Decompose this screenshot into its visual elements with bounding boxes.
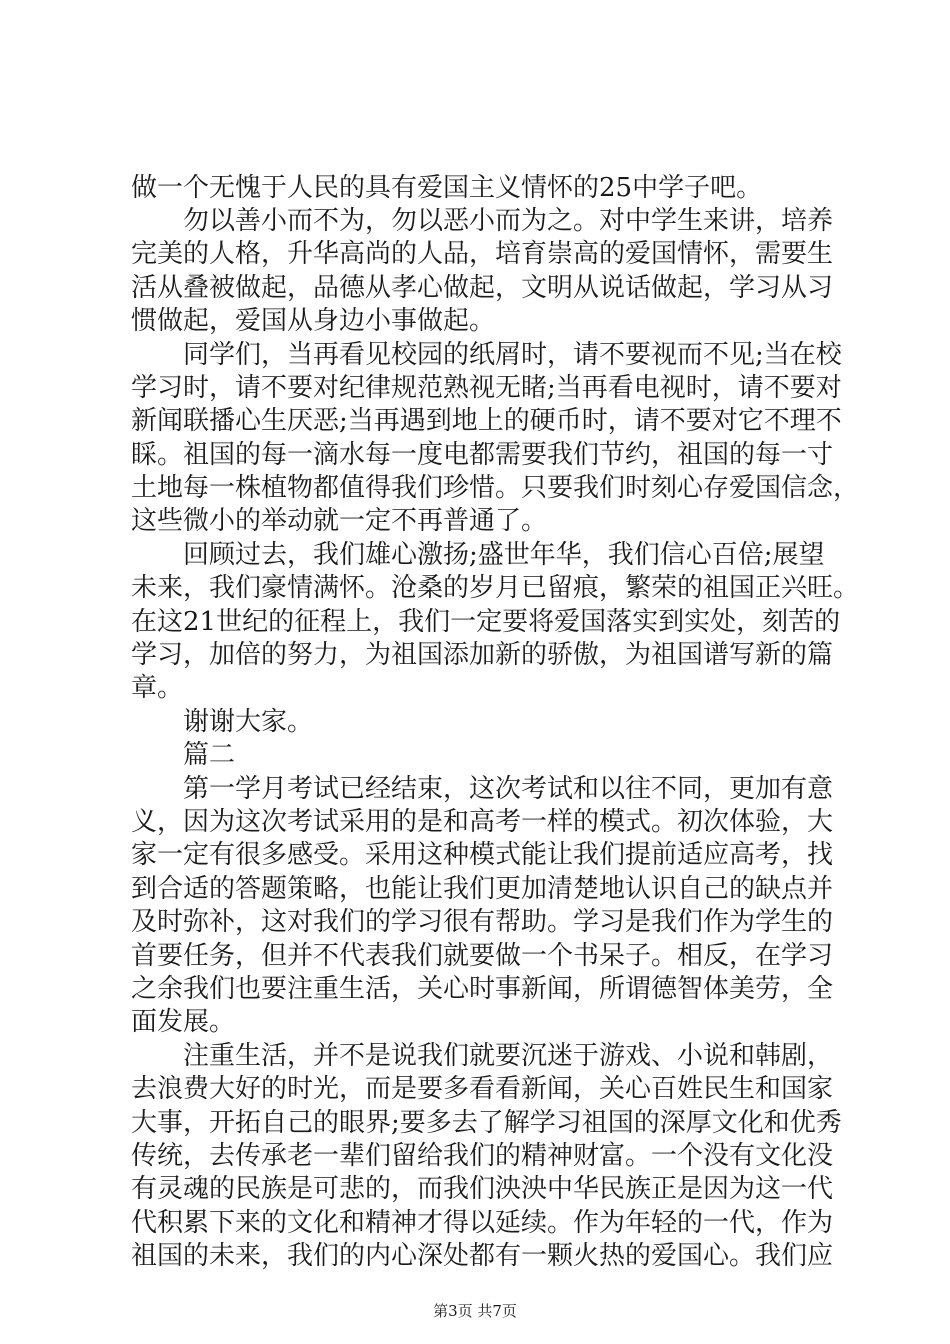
text-line: 面发展。 bbox=[131, 1007, 236, 1037]
text-line: 睬。祖国的每一滴水每一度电都需要我们节约，祖国的每一寸 bbox=[131, 440, 834, 470]
text-line: 代积累下来的文化和精神才得以延续。作为年轻的一代，作为 bbox=[131, 1208, 834, 1238]
text-line: 义，因为这次考试采用的是和高考一样的模式。初次体验，大 bbox=[131, 807, 834, 837]
text-line: 家一定有很多感受。采用这种模式能让我们提前适应高考，找 bbox=[131, 840, 834, 870]
text-line: 有灵魂的民族是可悲的，而我们泱泱中华民族正是因为这一代 bbox=[131, 1174, 834, 1204]
text-line: 新闻联播心生厌恶;当再遇到地上的硬币时，请不要对它不理不 bbox=[131, 406, 842, 436]
text-line: 完美的人格，升华高尚的人品，培育崇高的爱国情怀，需要生 bbox=[131, 239, 834, 269]
text-line: 这些微小的举动就一定不再普通了。 bbox=[131, 506, 548, 536]
text-line: 之余我们也要注重生活，关心时事新闻，所谓德智体美劳，全 bbox=[131, 974, 834, 1004]
text-line: 土地每一株植物都值得我们珍惜。只要我们时刻心存爱国信念， bbox=[131, 473, 860, 503]
text-line: 回顾过去，我们雄心激扬;盛世年华，我们信心百倍;展望 bbox=[183, 540, 825, 570]
text-line: 活从叠被做起，品德从孝心做起，文明从说话做起，学习从习 bbox=[131, 273, 834, 303]
text-line: 同学们，当再看见校园的纸屑时，请不要视而不见;当在校 bbox=[183, 340, 842, 370]
text-line: 做一个无愧于人民的具有爱国主义情怀的25中学子吧。 bbox=[131, 173, 763, 203]
text-line: 及时弥补，这对我们的学习很有帮助。学习是我们作为学生的 bbox=[131, 907, 834, 937]
text-line: 注重生活，并不是说我们就要沉迷于游戏、小说和韩剧， bbox=[183, 1041, 834, 1071]
text-line: 惯做起，爱国从身边小事做起。 bbox=[131, 306, 496, 336]
text-line: 学习，加倍的努力，为祖国添加新的骄傲，为祖国谱写新的篇 bbox=[131, 640, 834, 670]
text-line: 祖国的未来，我们的内心深处都有一颗火热的爱国心。我们应 bbox=[131, 1241, 834, 1271]
text-line: 谢谢大家。 bbox=[183, 707, 314, 737]
text-line: 去浪费大好的时光，而是要多看看新闻，关心百姓民生和国家 bbox=[131, 1074, 834, 1104]
section-heading: 篇二 bbox=[183, 740, 236, 770]
text-line: 传统，去传承老一辈们留给我们的精神财富。一个没有文化没 bbox=[131, 1141, 834, 1171]
text-line: 章。 bbox=[131, 673, 184, 703]
text-line: 大事，开拓自己的眼界;要多去了解学习祖国的深厚文化和优秀 bbox=[131, 1108, 842, 1138]
text-line: 学习时，请不要对纪律规范熟视无睹;当再看电视时，请不要对 bbox=[131, 373, 842, 403]
text-line: 未来，我们豪情满怀。沧桑的岁月已留痕，繁荣的祖国正兴旺。 bbox=[131, 573, 860, 603]
text-line: 勿以善小而不为，勿以恶小而为之。对中学生来讲，培养 bbox=[183, 206, 834, 236]
text-line: 首要任务，但并不代表我们就要做一个书呆子。相反，在学习 bbox=[131, 941, 834, 971]
text-line: 到合适的答题策略，也能让我们更加清楚地认识自己的缺点并 bbox=[131, 874, 834, 904]
page-number: 第3页 共7页 bbox=[433, 1302, 517, 1320]
text-line: 第一学月考试已经结束，这次考试和以往不同，更加有意 bbox=[183, 774, 834, 804]
text-line: 在这21世纪的征程上，我们一定要将爱国落实到实处，刻苦的 bbox=[131, 607, 841, 637]
